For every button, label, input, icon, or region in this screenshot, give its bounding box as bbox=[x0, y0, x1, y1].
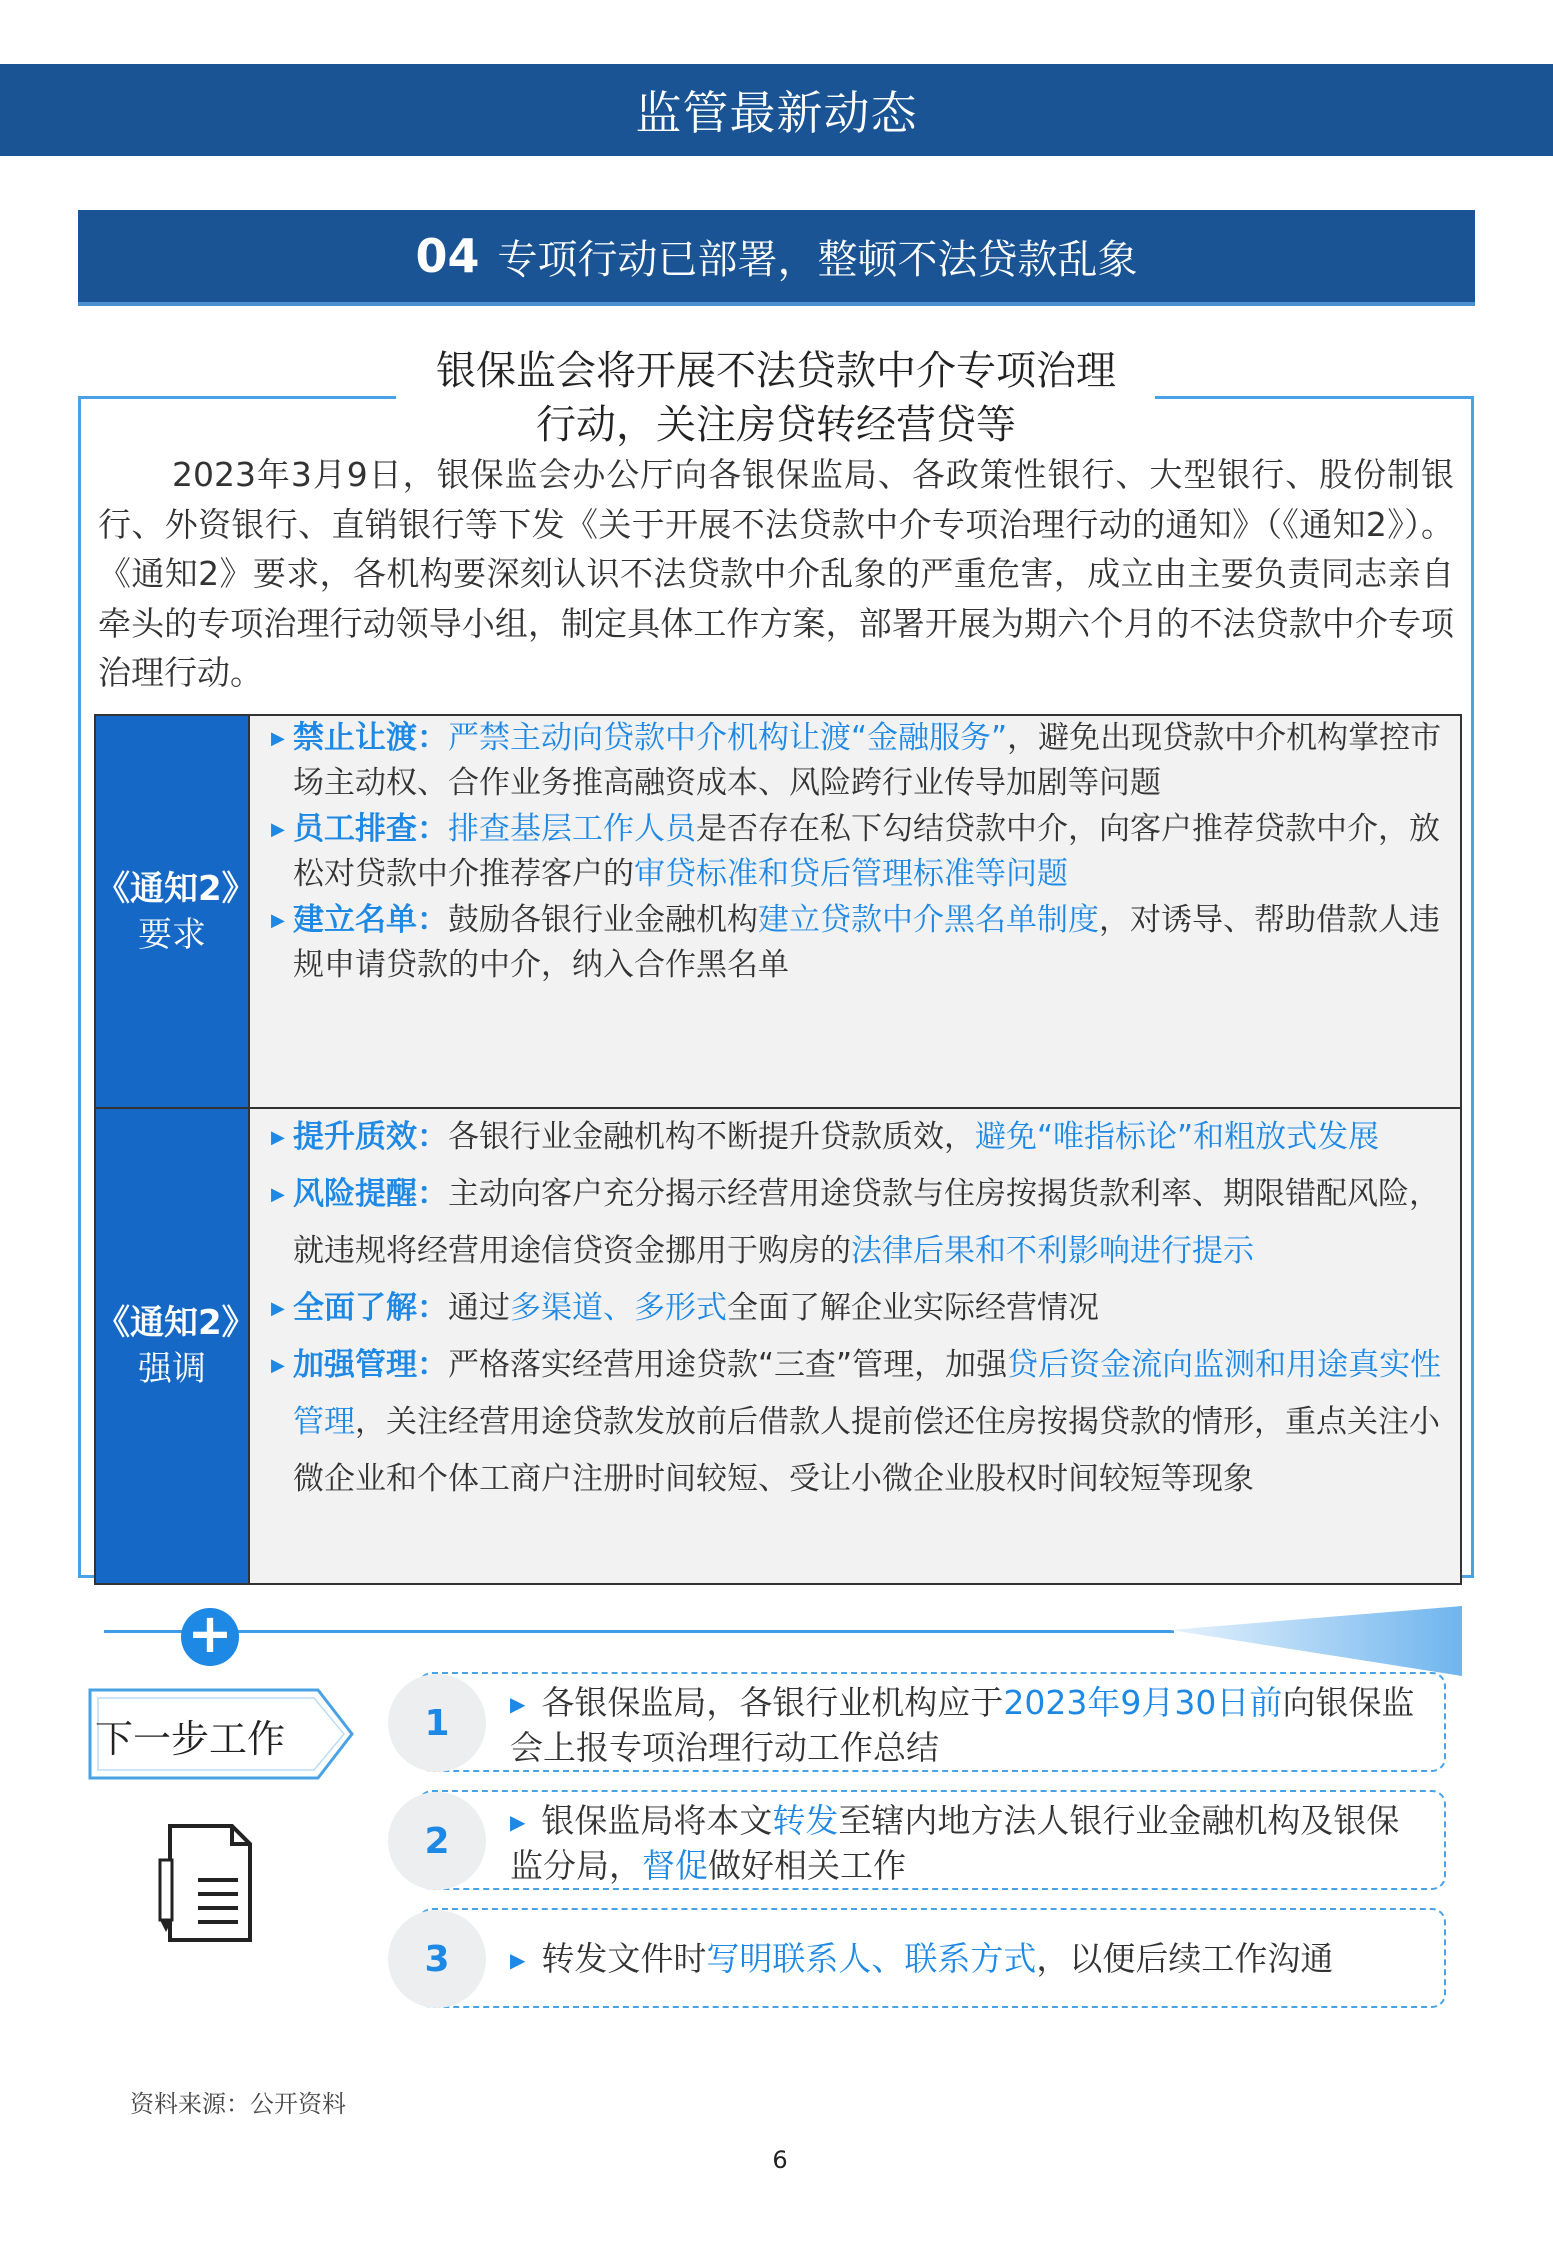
row-label-line1: 《通知2》 bbox=[96, 1303, 256, 1343]
step-highlight: 督促 bbox=[642, 1846, 708, 1885]
item-text: ，避免出现贷款中介机构掌控市场主动权、合作业务推高融资成本、风险跨行业传导加剧等问题 bbox=[293, 720, 1442, 801]
item-key: 风险提醒： bbox=[293, 1176, 448, 1212]
row-content-requirements bbox=[271, 716, 1446, 989]
item-highlight: 避免“唯指标论”和粗放式发展 bbox=[975, 1119, 1380, 1155]
table-row-emphasis bbox=[94, 1107, 1462, 1585]
item-highlight: 严禁主动向贷款中介机构让渡“金融服务” bbox=[448, 720, 1008, 756]
page-number: 6 bbox=[772, 2146, 788, 2174]
article-intro bbox=[98, 450, 1454, 698]
item-key: 提升质效： bbox=[293, 1119, 448, 1155]
list-item bbox=[271, 1109, 1446, 1166]
triangle-bullet-icon: ▶ bbox=[271, 910, 285, 931]
item-text: 通过 bbox=[448, 1290, 510, 1326]
triangle-bullet-icon: ▶ bbox=[510, 1692, 526, 1716]
item-highlight: 排查基层工作人员 bbox=[448, 811, 696, 847]
triangle-bullet-icon: ▶ bbox=[271, 728, 285, 749]
triangle-bullet-icon: ▶ bbox=[271, 1298, 285, 1319]
triangle-bullet-icon: ▶ bbox=[271, 1184, 285, 1205]
step-text-part: 银保监局将本文 bbox=[541, 1801, 773, 1840]
triangle-bullet-icon: ▶ bbox=[510, 1810, 526, 1834]
step-highlight: 2023年9月30日前 bbox=[1003, 1683, 1283, 1722]
step-text bbox=[510, 1937, 1430, 1982]
step-text bbox=[510, 1799, 1430, 1887]
document-icon bbox=[158, 1820, 258, 1946]
item-text: ，对诱导、帮助借款人违规申请贷款的中介，纳入合作黑名单 bbox=[293, 902, 1440, 983]
list-item bbox=[271, 1280, 1446, 1337]
step-text-part: ，以便后续工作沟通 bbox=[1036, 1939, 1334, 1978]
item-text: ，关注经营用途贷款发放前后借款人提前偿还住房按揭贷款的情形，重点关注小微企业和个体工商户注册时间较短、受让小微企业股权时间较短等现象 bbox=[293, 1404, 1440, 1497]
item-key: 加强管理： bbox=[293, 1347, 448, 1383]
row-content-emphasis bbox=[271, 1109, 1446, 1508]
corner-triangle-decoration bbox=[1170, 1606, 1462, 1676]
list-item bbox=[271, 1337, 1446, 1508]
item-highlight: 审贷标准和贷后管理标准等问题 bbox=[634, 856, 1068, 892]
row-label-line2: 要求 bbox=[138, 914, 206, 955]
item-text: 全面了解企业实际经营情况 bbox=[727, 1290, 1099, 1326]
divider-line bbox=[104, 1630, 1174, 1633]
triangle-bullet-icon: ▶ bbox=[271, 1355, 285, 1376]
step-text bbox=[510, 1681, 1430, 1769]
item-text: 是否存在私下勾结贷款中介，向客户推荐贷款中介，放松对贷款中介推荐客户的 bbox=[293, 811, 1440, 892]
headline-line-1: 银保监会将开展不法贷款中介专项治理 bbox=[436, 348, 1116, 394]
item-text: 鼓励各银行业金融机构 bbox=[448, 902, 758, 938]
headline-line-2: 行动，关注房贷转经营贷等 bbox=[536, 402, 1016, 448]
item-highlight: 法律后果和不利影响进行提示 bbox=[851, 1233, 1254, 1269]
plus-icon: + bbox=[181, 1608, 239, 1666]
list-item bbox=[271, 1166, 1446, 1280]
item-key: 建立名单： bbox=[293, 902, 448, 938]
step-text-part: 至辖内地方法人银行业金融机构及银保监分局， bbox=[510, 1801, 1400, 1885]
step-text-part: 转发文件时 bbox=[541, 1939, 707, 1978]
item-highlight: 多渠道、多形式 bbox=[510, 1290, 727, 1326]
step-text-part: 各银保监局，各银行业机构应于 bbox=[541, 1683, 1004, 1722]
step-text-part: 向银保监会上报专项治理行动工作总结 bbox=[510, 1683, 1415, 1767]
table-row-requirements bbox=[94, 714, 1462, 1109]
item-text: 主动向客户充分揭示经营用途贷款与住房按揭货款利率、期限错配风险，就违规将经营用途信贷资金挪用于购房的 bbox=[293, 1176, 1440, 1269]
header-title: 监管最新动态 bbox=[635, 86, 918, 140]
list-item bbox=[271, 807, 1446, 897]
row-label-line1: 《通知2》 bbox=[96, 868, 256, 909]
triangle-bullet-icon: ▶ bbox=[271, 819, 285, 840]
step-text-part: 做好相关工作 bbox=[708, 1846, 906, 1885]
article-headline bbox=[400, 344, 1152, 452]
row-label-emphasis bbox=[96, 1109, 256, 1583]
item-key: 员工排查： bbox=[293, 811, 448, 847]
triangle-bullet-icon: ▶ bbox=[510, 1948, 526, 1972]
section-header bbox=[78, 210, 1475, 306]
step-highlight: 写明联系人、联系方式 bbox=[706, 1939, 1037, 1978]
intro-text: 2023年3月9日，银保监会办公厅向各银保监局、各政策性银行、大型银行、股份制银行、外资银行、直销银行等下发《关于开展不法贷款中介专项治理行动的通知》（《通知2》）。《通知2》要求，各机构要深刻认识不法贷款中介乱象的严重危害，成立由主要负责同志亲自牵头的专项治理行动领导小组，制定具体工作方案，部署开展为期六个月的不法贷款中介专项治理行动。 bbox=[98, 455, 1454, 692]
next-step-label: 下一步工作 bbox=[94, 1716, 285, 1761]
item-text: 各银行业金融机构不断提升贷款质效， bbox=[448, 1119, 975, 1155]
triangle-bullet-icon: ▶ bbox=[271, 1127, 285, 1148]
source-note: 资料来源：公开资料 bbox=[130, 2090, 346, 2118]
item-key: 禁止让渡： bbox=[293, 720, 448, 756]
page-header bbox=[0, 64, 1553, 156]
list-item bbox=[271, 898, 1446, 988]
item-text: 严格落实经营用途贷款“三查”管理，加强 bbox=[448, 1347, 1008, 1383]
section-number: 04 bbox=[415, 229, 480, 283]
section-title: 专项行动已部署，整顿不法贷款乱象 bbox=[497, 236, 1138, 283]
list-item bbox=[271, 716, 1446, 806]
step-number-badge: 2 bbox=[388, 1792, 486, 1890]
step-highlight: 转发 bbox=[772, 1801, 839, 1840]
step-number-badge: 3 bbox=[388, 1910, 486, 2008]
item-highlight: 贷后资金流向监测和用途真实性管理 bbox=[293, 1347, 1442, 1440]
row-label-line2: 强调 bbox=[138, 1349, 206, 1389]
item-key: 全面了解： bbox=[293, 1290, 448, 1326]
row-label-requirements bbox=[96, 716, 256, 1107]
step-number-badge: 1 bbox=[388, 1674, 486, 1772]
item-highlight: 建立贷款中介黑名单制度 bbox=[758, 902, 1099, 938]
